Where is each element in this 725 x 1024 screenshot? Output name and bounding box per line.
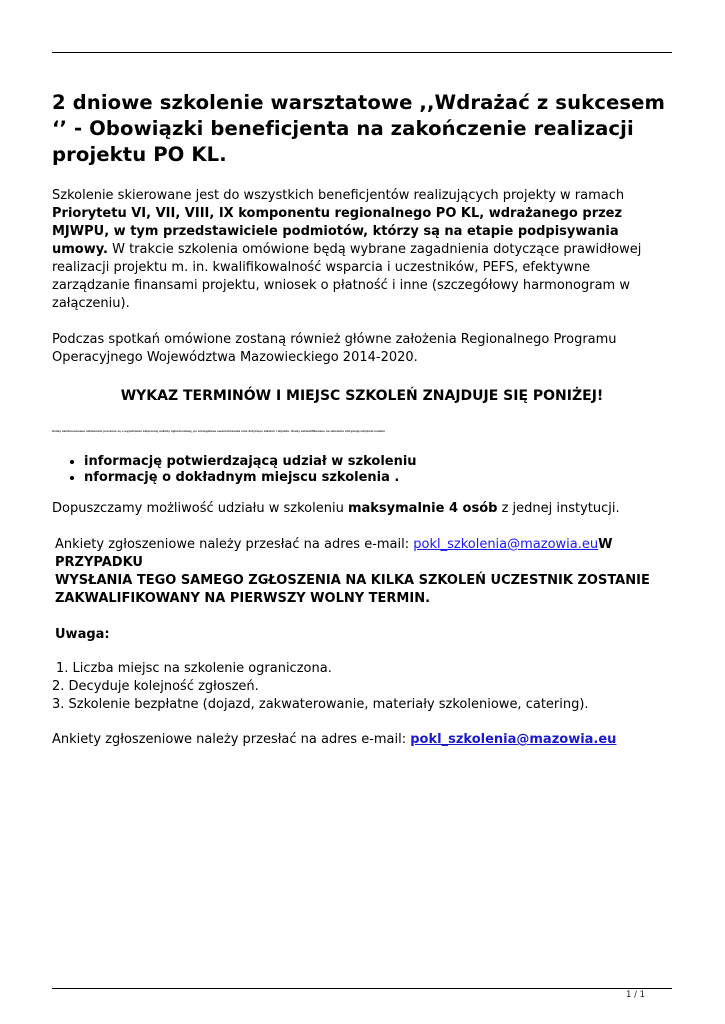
note-heading: Uwaga: bbox=[55, 627, 110, 642]
final-text: Ankiety zgłoszeniowe należy przesłać na adres e-mail: bbox=[52, 732, 411, 747]
document-title: 2 dniowe szkolenie warsztatowe ,,Wdrażać z sukcesem ‘’ - Obowiązki beneficjenta na zakończenie realizacji projektu PO KL. bbox=[52, 91, 666, 166]
document-content bbox=[52, 90, 672, 749]
apply-tail: W PRZYPADKU bbox=[55, 537, 613, 570]
rpo-paragraph: Podczas spotkań omówione zostaną również główne założenia Regionalnego Programu Operacyjnego Województwa Mazowieckiego 2014-2020. bbox=[52, 332, 617, 365]
bullet-item: • nformację o dokładnym miejscu szkolenia . bbox=[84, 470, 672, 486]
header-rule bbox=[52, 52, 672, 53]
numbered-item: 1. Liczba miejsc na szkolenie ograniczona. bbox=[56, 661, 332, 676]
numbered-item: 3. Szkolenie bezpłatne (dojazd, zakwaterowanie, materiały szkoleniowe, catering). bbox=[52, 697, 589, 712]
tiny-note: Osoby zainteresowane szkoleniem proszone są o wypełnienie załączonej ankiety zgłoszeniowej, po szczegółowe uwarunkowania oraz dotyczące szkoleń i dojazdu. Osoby zakwalifikowane na szkolenie otrzymają odrębnie mailem bbox=[52, 430, 386, 433]
intro-text-1: Szkolenie skierowane jest do wszystkich beneficjentów realizujących projekty w ramach bbox=[52, 188, 625, 203]
numbered-list bbox=[52, 660, 672, 714]
participant-limit bbox=[52, 500, 672, 518]
page-number: 1 / 1 bbox=[626, 990, 646, 1000]
intro-paragraph bbox=[52, 187, 672, 313]
schedule-heading: WYKAZ TERMINÓW I MIEJSC SZKOLEŃ ZNAJDUJE SIĘ PONIŻEJ! bbox=[120, 388, 604, 404]
final-apply-paragraph bbox=[52, 731, 672, 749]
bullet-item: • informację potwierdzającą udział w szkoleniu bbox=[84, 454, 672, 470]
apply-paragraph bbox=[52, 536, 672, 608]
info-bullet-list bbox=[52, 454, 672, 486]
limit-text-1: Dopuszczamy możliwość udziału w szkoleniu bbox=[52, 501, 348, 516]
email-link-final[interactable]: pokl_szkolenia@mazowia.eu bbox=[410, 732, 617, 747]
numbered-item: 2. Decyduje kolejność zgłoszeń. bbox=[52, 679, 259, 694]
apply-text: Ankiety zgłoszeniowe należy przesłać na adres e-mail: bbox=[55, 537, 414, 552]
intro-text-2: W trakcie szkolenia omówione będą wybrane zagadnienia dotyczące prawidłowej realizacji projektu m. in. kwalifikowalność wsparcia i uczestników, PEFS, efektywne zarządzanie finansami projektu, wniosek o płatność i inne (szczegółowy harmonogram w załączeniu). bbox=[52, 242, 642, 311]
footer-rule bbox=[52, 988, 672, 989]
intro-bold: Priorytetu VI, VII, VIII, IX komponentu regionalnego PO KL, wdrażanego przez MJWPU, w tym przedstawiciele podmiotów, którzy są na etapie podpisywania umowy. bbox=[52, 206, 623, 257]
limit-text-2: z jednej instytucji. bbox=[497, 501, 620, 516]
email-link[interactable]: pokl_szkolenia@mazowia.eu bbox=[413, 537, 599, 552]
limit-bold: maksymalnie 4 osób bbox=[347, 501, 498, 516]
apply-continuation: WYSŁANIA TEGO SAMEGO ZGŁOSZENIA NA KILKA SZKOLEŃ UCZESTNIK ZOSTANIE ZAKWALIFIKOWANY NA PIERWSZY WOLNY TERMIN. bbox=[55, 573, 650, 606]
